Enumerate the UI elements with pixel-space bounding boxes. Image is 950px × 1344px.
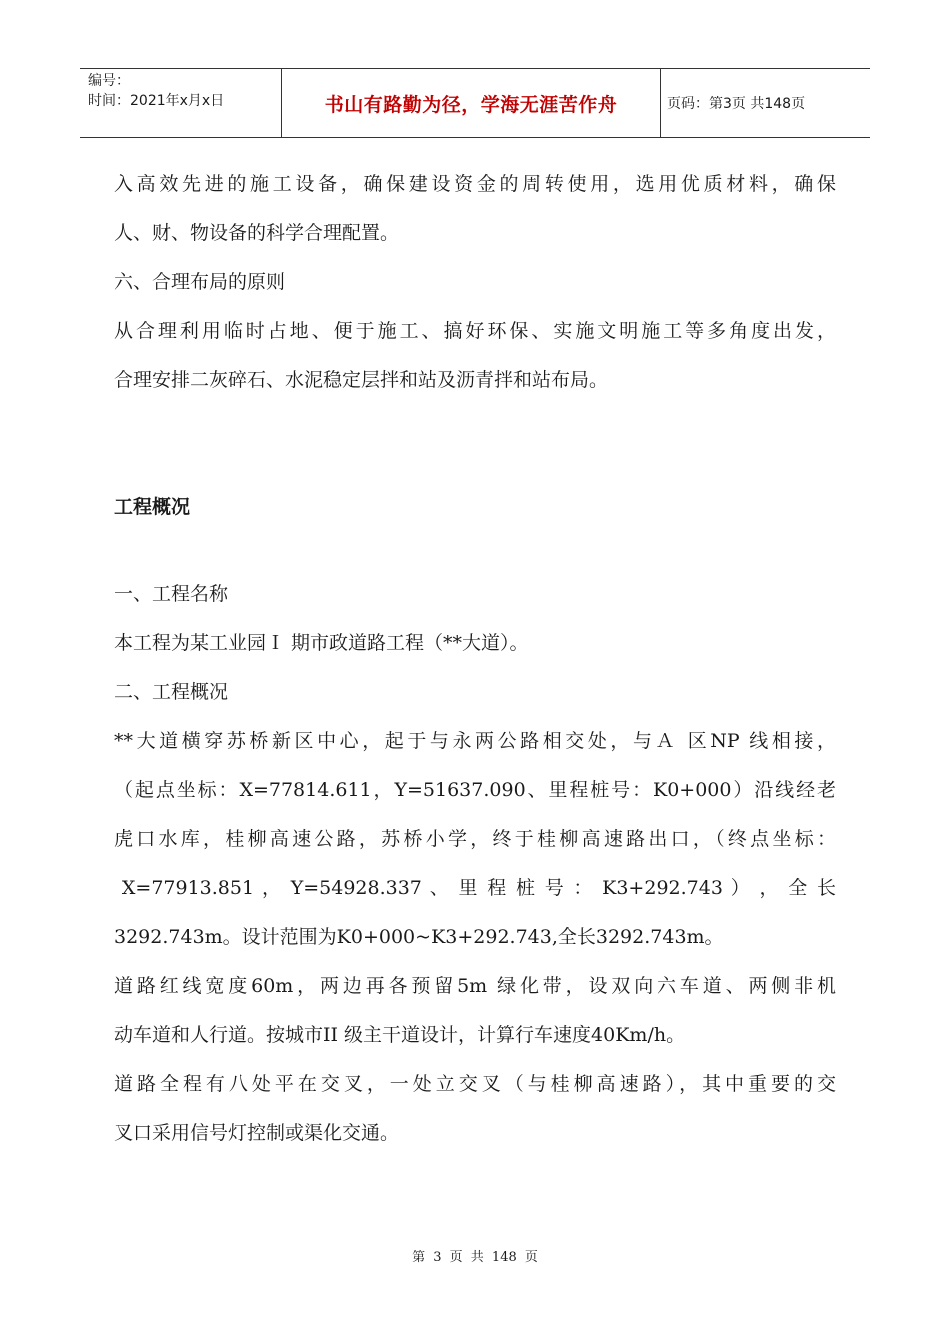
section-title: 六、合理布局的原则 xyxy=(114,271,286,293)
paragraph-line: 3292.743m。设计范围为K0+000~K3+292.743,全长3292.743m。 xyxy=(114,926,724,948)
document-header xyxy=(80,68,870,138)
paragraph-line: 入高效先进的施工设备，确保建设资金的周转使用，选用优质材料，确保 xyxy=(114,173,836,195)
paragraph-line: 本工程为某工业园Ｉ 期市政道路工程（**大道）。 xyxy=(114,632,529,654)
header-meta xyxy=(80,69,282,137)
section-title: 二、工程概况 xyxy=(114,681,229,703)
paragraph-line: 道路红线宽度60m，两边再各预留5m 绿化带，设双向六车道、两侧非机 xyxy=(114,975,836,997)
number-label: 编号： xyxy=(88,73,130,89)
time-label: 时间：2021年x月x日 xyxy=(88,93,225,109)
paragraph-line: 道路全程有八处平在交叉，一处立交叉（与桂柳高速路），其中重要的交 xyxy=(114,1073,836,1095)
section-title: 一、工程名称 xyxy=(114,583,229,605)
document-body xyxy=(114,160,836,1158)
paragraph-line: 动车道和人行道。按城市II 级主干道设计，计算行车速度40Km/h。 xyxy=(114,1024,686,1046)
paragraph-line: 虎口水库，桂柳高速公路，苏桥小学，终于桂柳高速路出口，（终点坐标： xyxy=(114,828,836,850)
header-page-info: 页码：第3页 共148页 xyxy=(667,96,806,112)
page-footer: 第 3 页 共 148 页 xyxy=(412,1250,538,1265)
paragraph-line: 从合理利用临时占地、便于施工、搞好环保、实施文明施工等多角度出发， xyxy=(114,320,836,342)
paragraph-line: 叉口采用信号灯控制或渠化交通。 xyxy=(114,1122,400,1144)
paragraph-line: 合理安排二灰碎石、水泥稳定层拌和站及沥青拌和站布局。 xyxy=(114,369,609,391)
paragraph-line: （起点坐标：X=77814.611，Y=51637.090、里程桩号：K0+000）沿线经老 xyxy=(114,779,836,801)
paragraph-line: 人、财、物设备的科学合理配置。 xyxy=(114,222,400,244)
header-motto: 书山有路勤为径，学海无涯苦作舟 xyxy=(282,69,661,137)
section-heading: 工程概况 xyxy=(114,496,191,518)
paragraph-line: X=77913.851 ， Y=54928.337 、 里 程 桩 号 ： K3+292.743 ） ， 全 长 xyxy=(114,877,836,899)
paragraph-line: **大道横穿苏桥新区中心，起于与永两公路相交处，与Ａ 区NP 线相接， xyxy=(114,730,836,752)
